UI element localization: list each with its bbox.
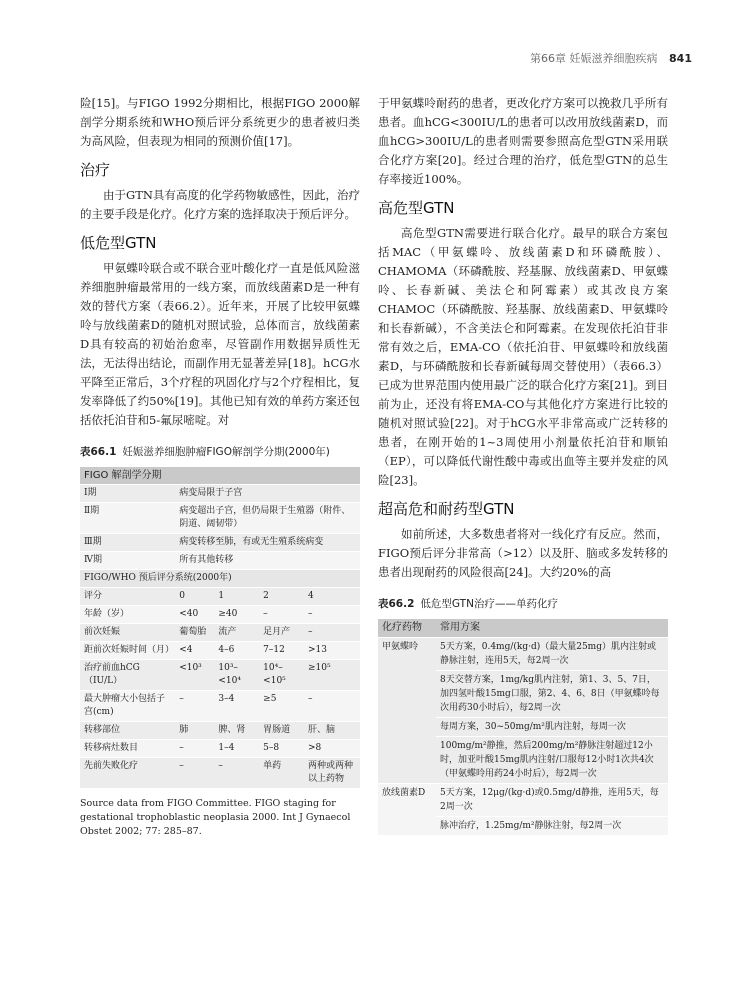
header-cell: 1 xyxy=(214,588,259,606)
right-column xyxy=(378,94,668,836)
drug-cell: 甲氨蝶呤 xyxy=(378,638,436,784)
regimen-cell: 8天交替方案，1mg/kg肌内注射，第1、3、5、7日，加四氢叶酸15mg口服，第2、4、6、8日（甲氨蝶呤每次用药30小时后），每2周一次 xyxy=(436,671,668,718)
cell: 3–4 xyxy=(214,691,259,722)
cell: >13 xyxy=(304,642,360,660)
table-row xyxy=(80,588,360,606)
table-66-2 xyxy=(378,619,668,836)
left-para-1: 险[15]。与FIGO 1992分期相比，根据FIGO 2000解剖学分期系统和WHO预后评分系统更少的患者被归类为高风险，但表现为相同的预测价值[17]。 xyxy=(80,96,360,148)
table-row xyxy=(80,691,360,722)
cell: – xyxy=(175,740,214,758)
table-title: 妊娠滋养细胞肿瘤FIGO解剖学分期(2000年) xyxy=(122,446,330,458)
cell: 流产 xyxy=(214,624,259,642)
cell: 葡萄胎 xyxy=(175,624,214,642)
table-row xyxy=(378,784,668,817)
chapter-number: 第66章 xyxy=(530,52,567,65)
cell: 1–4 xyxy=(214,740,259,758)
heading-ultra-high-risk: 超高危和耐药型GTN xyxy=(378,500,515,518)
table-row xyxy=(80,758,360,789)
table-row xyxy=(378,638,668,671)
table-row xyxy=(80,485,360,503)
page-number: 841 xyxy=(669,52,692,65)
cell: 5–8 xyxy=(259,740,304,758)
header-cell: 评分 xyxy=(80,588,175,606)
heading-high-risk: 高危型GTN xyxy=(378,199,455,217)
table-row xyxy=(80,606,360,624)
left-para-2: 由于GTN具有高度的化学药物敏感性，因此，治疗的主要手段是化疗。化疗方案的选择取决于预后评分。 xyxy=(80,188,360,221)
stage-cell: Ⅳ期 xyxy=(80,552,175,570)
table-66-1 xyxy=(80,467,360,789)
header-cell: 化疗药物 xyxy=(378,619,436,638)
stage-cell: Ⅲ期 xyxy=(80,534,175,552)
table-label: 表66.1 xyxy=(80,446,117,458)
cell: 肝、脑 xyxy=(304,722,360,740)
cell: – xyxy=(304,624,360,642)
heading-low-risk: 低危型GTN xyxy=(80,234,157,252)
right-para-1: 于甲氨蝶呤耐药的患者，更改化疗方案可以挽救几乎所有患者。血hCG<300IU/L的患者可以改用放线菌素D，而血hCG>300IU/L的患者则需要参照高危型GTN采用联合化疗方案[20]。经过合理的治疗，低危型GTN的总生存率接近100%。 xyxy=(378,96,668,186)
cell: 4–6 xyxy=(214,642,259,660)
regimen-cell: 100mg/m²静推，然后200mg/m²静脉注射超过12小时，加亚叶酸15mg肌内注射/口服每12小时1次共4次（甲氨蝶呤用药24小时后），每2周一次 xyxy=(436,737,668,784)
cell: 年龄（岁） xyxy=(80,606,175,624)
regimen-cell: 脉冲治疗，1.25mg/m²静脉注射，每2周一次 xyxy=(436,817,668,836)
table-row xyxy=(80,642,360,660)
table-row xyxy=(80,740,360,758)
table-row xyxy=(80,722,360,740)
chapter-title: 妊娠滋养细胞疾病 xyxy=(569,52,658,65)
cell: 肺 xyxy=(175,722,214,740)
left-para-3: 甲氨蝶呤联合或不联合亚叶酸化疗一直是低风险滋养细胞肿瘤最常用的一线方案，而放线菌素D是一种有效的替代方案（表66.2）。近年来，开展了比较甲氨蝶呤与放线菌素D的随机对照试验，总体而言，放线菌素D具有较高的初始治愈率，尽管副作用数据异质性无法，无法得出结论，而副作用无显著差异[18]。hCG水平降至正常后，3个疗程的巩固化疗与2个疗程相比，复发率降低了约50%[19]。其他已知有效的单药方案还包括依托泊苷和5-氟尿嘧啶。对 xyxy=(80,261,360,427)
cell: ≥10⁵ xyxy=(304,660,360,691)
table-row xyxy=(80,503,360,534)
cell: 先前失败化疗 xyxy=(80,758,175,789)
stage-cell: Ⅱ期 xyxy=(80,503,175,534)
cell: 两种或两种以上药物 xyxy=(304,758,360,789)
stage-desc: 所有其他转移 xyxy=(175,552,360,570)
cell: 10³–<10⁴ xyxy=(214,660,259,691)
cell: ≥5 xyxy=(259,691,304,722)
cell: – xyxy=(175,691,214,722)
stage-desc: 病变局限于子宫 xyxy=(175,485,360,503)
header-cell: 0 xyxy=(175,588,214,606)
table-66-1-caption xyxy=(80,444,360,459)
regimen-cell: 每周方案，30~50mg/m²肌内注射，每周一次 xyxy=(436,718,668,737)
table-66-2-caption xyxy=(378,596,668,611)
cell: 单药 xyxy=(259,758,304,789)
right-para-2: 高危型GTN需要进行联合化疗。最早的联合方案包括MAC（甲氨蝶呤、放线菌素D和环磷酰胺）、CHAMOMA（环磷酰胺、羟基脲、放线菌素D、甲氨蝶呤、长春新碱、美法仑和阿霉素）或其改良方案CHAMOC（环磷酰胺、羟基脲、放线菌素D、甲氨蝶呤和长春新碱），不含美法仑和阿霉素。在发现依托泊苷非常有效之后，EMA-CO（依托泊苷、甲氨蝶呤和放线菌素D，与环磷酰胺和长春新碱每周交替使用）（表66.3）已成为世界范围内使用最广泛的联合化疗方案[21]。到目前为止，还没有将EMA-CO与其他化疗方案进行比较的随机对照试验[22]。对于hCG水平非常高或广泛转移的患者，在刚开始的1~3周使用小剂量依托泊苷和顺铂（EP），可以降低代谢性酸中毒或出血等主要并发症的风险[23]。 xyxy=(378,226,668,487)
section-heading: FIGO 解剖学分期 xyxy=(80,467,360,485)
cell: – xyxy=(259,606,304,624)
cell: >8 xyxy=(304,740,360,758)
table-title: 低危型GTN治疗——单药化疗 xyxy=(420,598,558,610)
stage-cell: Ⅰ期 xyxy=(80,485,175,503)
cell: 转移部位 xyxy=(80,722,175,740)
stage-desc: 病变转移至肺，有或无生殖系统病变 xyxy=(175,534,360,552)
header-cell: 常用方案 xyxy=(436,619,668,638)
cell: 前次妊娠 xyxy=(80,624,175,642)
cell: – xyxy=(175,758,214,789)
table-row xyxy=(80,552,360,570)
stage-desc: 病变超出子宫，但仍局限于生殖器（附件、阴道、阔韧带） xyxy=(175,503,360,534)
cell: 治疗前血hCG（IU/L） xyxy=(80,660,175,691)
cell: 脾、肾 xyxy=(214,722,259,740)
table-row xyxy=(80,534,360,552)
cell: – xyxy=(214,758,259,789)
table-source-note: Source data from FIGO Committee. FIGO staging for gestational trophoblastic neoplasia 2000. Int J Gynaecol Obstet 2002; 77: 285–87. xyxy=(80,798,351,837)
cell: – xyxy=(304,691,360,722)
regimen-cell: 5天方案，0.4mg/(kg·d)（最大量25mg）肌内注射或静脉注射，连用5天，每2周一次 xyxy=(436,638,668,671)
cell: <4 xyxy=(175,642,214,660)
cell: ≥40 xyxy=(214,606,259,624)
heading-treatment: 治疗 xyxy=(80,161,111,179)
cell: 转移病灶数目 xyxy=(80,740,175,758)
left-column xyxy=(80,94,360,845)
regimen-cell: 5天方案，12μg/(kg·d)或0.5mg/d静推，连用5天，每2周一次 xyxy=(436,784,668,817)
cell: <10³ xyxy=(175,660,214,691)
running-header xyxy=(530,50,692,66)
cell: 7–12 xyxy=(259,642,304,660)
right-para-3: 如前所述，大多数患者将对一线化疗有反应。然而，FIGO预后评分非常高（>12）以及肝、脑或多发转移的患者出现耐药的风险很高[24]。大约20%的高 xyxy=(378,527,668,579)
cell: 距前次妊娠时间（月） xyxy=(80,642,175,660)
cell: 10⁴–<10⁵ xyxy=(259,660,304,691)
header-cell: 2 xyxy=(259,588,304,606)
cell: <40 xyxy=(175,606,214,624)
section-heading: FIGO/WHO 预后评分系统(2000年) xyxy=(80,570,360,588)
table-row xyxy=(80,660,360,691)
cell: 最大肿瘤大小包括子宫(cm) xyxy=(80,691,175,722)
header-cell: 4 xyxy=(304,588,360,606)
table-label: 表66.2 xyxy=(378,598,415,610)
table-row xyxy=(80,624,360,642)
cell: – xyxy=(304,606,360,624)
cell: 足月产 xyxy=(259,624,304,642)
drug-cell: 放线菌素D xyxy=(378,784,436,836)
table-header-row xyxy=(378,619,668,638)
cell: 胃肠道 xyxy=(259,722,304,740)
